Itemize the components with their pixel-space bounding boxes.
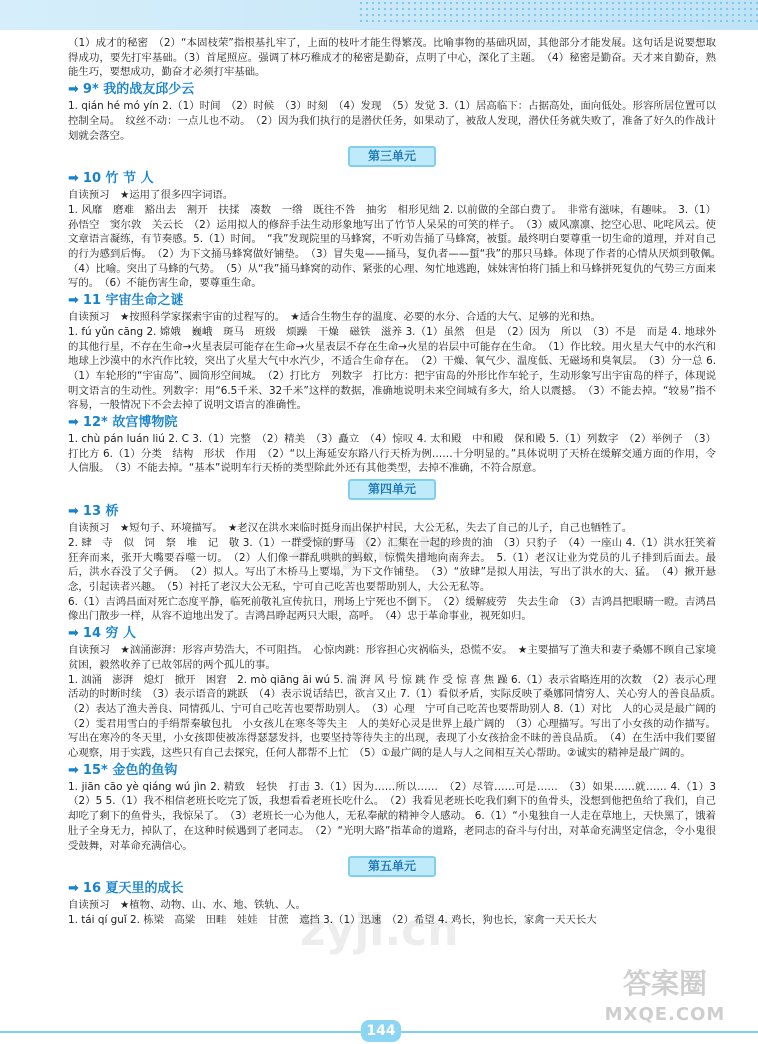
- answer-paragraph: 1. jiān cāo yè qiáng wú jìn 2. 精致 轻快 打击 3.（1）因为……所以…… （2）尽管……可是…… （3）如果……就…… 4.（1）3 （2）5 5.（1）我不相信老班长吃完了饭，我想看看老班长吃什么。 （2）我看见老班长吃我们剩下的鱼骨头，没想到他把鱼给了我们，自己却吃了剩下的鱼骨头，我惊呆了。 （3）老班长一心为他人，无私奉献的精神令人感动。 6.（1）“小鬼独自一人走在草地上，天快黑了，饿着肚子全身无力，掉队了，在这种时候遇到了老同志。 （2）“光明大路”指革命的道路，老同志的奋斗与付出，对革命充满坚定信念，令小鬼很受鼓舞，对革命充满信心。: [68, 780, 727, 852]
- answer-paragraph: 1. 风靡 磨难 豁出去 割开 扶揉 凑数 一绺 既往不咎 抽劣 相形见绌 2. 以前做的全部白费了。 非常有滋味，有趣味。 3.（1）孙悟空 窦尔敦 关云长 （2）运用拟人的修辞手法生动形象地写出了竹节人呆呆的可笑的样子。 （3）威风凛凛、挖空心思、叱咤风云。使文章语言凝练，有节奏感。5.（1）时间。 “我”发现院里的马蜂窝，不听劝告捅了马蜂窝，被蜇。最终明白要尊重一切生命的道理，并对自己的行为感到后悔。 （2）为下文捅马蜂窝做好铺垫。 （3）冒失鬼——捅马，复仇者——蜇“我”的那只马蜂。体现了作者的心情从厌烦到敬佩。 （4）比喻。突出了马蜂的气势。 （5）从“我”捅马蜂窝的动作、紧张的心理、匆忙地逃跑，妹妹害怕将门插上和马蜂拼死复仇的气势三方面来写的。 （6）不能伤害生命，要尊重生命。: [68, 203, 727, 290]
- arrow-icon: ➡: [68, 415, 79, 431]
- arrow-icon: ➡: [68, 171, 79, 187]
- lesson-title: 11 宇宙生命之谜: [82, 293, 184, 309]
- unit-heading: [68, 146, 716, 167]
- lesson-heading: [68, 170, 716, 188]
- lesson-heading: [68, 414, 716, 432]
- answer-paragraph: 6.（1）吉鸿昌面对死亡态度平静，临死前敬礼宣传抗日，刑场上宁死也不倒下。 （2）缓解疲劳 失去生命 （3）吉鸿昌把眼睛一瞪。吉鸿昌像出门散步一样，从容不迫地出发了。吉鸿昌睁起两只大眼，高呼。 （4）忠于革命事业，视死如归。: [68, 595, 716, 623]
- lesson-title: 14 穷 人: [82, 626, 137, 642]
- unit-title: 第五单元: [348, 856, 436, 877]
- lesson-title: 10 竹 节 人: [82, 171, 154, 187]
- lesson-heading: [68, 503, 716, 521]
- page-number: 144: [361, 1020, 401, 1042]
- watermark-1: zyjl.cn: [290, 520, 449, 571]
- unit-heading: [68, 856, 716, 877]
- answer-paragraph: 1. qián hé mó yín 2.（1）时间 （2）时候 （3）时刻 （4）发现 （5）发觉 3.（1）居高临下：占据高处，面向低处。形容所居位置可以控制全局。 纹丝不动：一点儿也不动。 （2）因为我们执行的是潜伏任务，如果动了，被敌人发现，潜伏任务就失败了，准备了好久的作战计划就会落空。: [68, 100, 716, 142]
- page-footer: [0, 1020, 758, 1044]
- arrow-icon: ➡: [68, 504, 79, 520]
- lesson-heading: [68, 81, 716, 99]
- answer-paragraph: 自读预习 ★植物、动物、山、水、地、铁轨、人。: [68, 899, 306, 912]
- lesson-heading: [68, 625, 716, 643]
- logo-line1: 答案圈: [622, 967, 707, 1000]
- watermark-2: zyjl.cn: [300, 905, 459, 956]
- answer-paragraph: 1. tái qí guǐ 2. 栋梁 高粱 田畦 娃娃 甘蔗 遮挡 3.（1）迅速 （2）希望 4. 鸡长，狗也长，家禽一天天长大: [68, 913, 597, 926]
- intro-paragraph: （1）成才的秘密 （2）“本固枝荣”指根基扎牢了，上面的枝叶才能生得繁茂。比喻事物的基础巩固，其他部分才能发展。这句话是说要想取得成功，要先打牢基础。（3）首尾照应。强调了林巧稚成才的秘密是勤奋，点明了中心，深化了主题。 （4）秘密是勤奋。天才来自勤奋，熟能生巧，要想成功，勤奋才必须打牢基础。: [68, 37, 716, 79]
- lesson-title: 16 夏天里的成长: [82, 881, 184, 897]
- arrow-icon: ➡: [68, 82, 79, 98]
- lesson-heading: [68, 292, 716, 310]
- unit-heading: [68, 479, 716, 500]
- unit-title: 第三单元: [348, 146, 436, 167]
- lesson-title: 15* 金色的鱼钩: [82, 762, 178, 778]
- logo-line2: MXQE.COM: [604, 1004, 726, 1025]
- dot-pattern: [358, 0, 758, 22]
- lesson-title: 13 桥: [82, 504, 119, 520]
- arrow-icon: ➡: [68, 762, 79, 778]
- lesson-title: 12* 故宫博物院: [82, 415, 178, 431]
- answer-paragraph: 1. 汹涌 澎湃 熄灯 掀开 困窘 2. mò qiāng āi wú 5. 湍 湃 风 号 惊 跳 作 受 惊 喜 焦 躁 6.（1）表示省略连用的次数 （2）表示心理活动的时断时续 （3）表示语音的跳跃 （4）表示说话结巴，欲言又止 7.（1）看似矛盾，实际反映了桑娜同情穷人、关心穷人的善良品质。 （2）表达了渔夫善良、同情孤儿、宁可自己吃苦也要帮助别人。 （3）心理 宁可自己吃苦也要帮助别人 8.（1）对比 人的心灵是最广阔的 （2）雯君用雪白的手绢帮秦敏包扎 小女孩儿在寒冬等失主 人的美好心灵是世界上最广阔的 （3）心理描写。写出了小女孩的动作描写。写出在寒冷的冬天里，小女孩即使被冻得瑟瑟发抖，也要坚持等待失主的出现，表现了小女孩拾金不昧的善良品质。 （4）在生活中我们要留心观察，用于实践，这些只有自己去探究，任何人都帮不上忙 （5）①最广阔的是人与人之间相互关心帮助。②诚实的精神是最广阔的。: [68, 673, 727, 760]
- answer-paragraph: 自读预习 ★按照科学家探索宇宙的过程写的。 ★适合生物生存的温度、必要的水分、合适的大气、足够的光和热。: [68, 311, 601, 324]
- lesson-heading: [68, 880, 716, 898]
- answer-paragraph: 自读预习 ★运用了很多四字词语。: [68, 189, 234, 202]
- answer-paragraph: 1. chù pán luán liú 2. C 3.（1）完整 （2）精美 （3）矗立 （4）惊叹 4. 太和殿 中和殿 保和殿 5.（1）列数字 （2）举例子 （3）打比方 6.（1）分类 结构 形状 作用 （2）“以上海延安东路八行天桥为例……十分明显的。”具体说明了天桥在缓解交通方面的作用，令人信服。 （3）不能去掉。“基本”说明车行天桥的类型除此外还有其他类型，去掉不准确，不符合原意。: [68, 433, 716, 475]
- unit-title: 第四单元: [348, 479, 436, 500]
- lesson-heading: [68, 762, 716, 780]
- arrow-icon: ➡: [68, 626, 79, 642]
- answer-paragraph: 1. fú yǔn cāng 2. 嫦娥 巍峨 斑马 班级 烦躁 干燥 磁铁 滋养 3.（1）虽然 但是 （2）因为 所以 （3）不是 而是 4. 地球外的其他行星，不存在生命→火星表层可能存在生命→火星表层不存在生命→火星的岩层中可能存在生命。 （1）作比较。用火星大气中的水汽和地球上沙漠中的水汽作比较，突出了火星大气中水汽少，不适合生命存在。 （2）干燥、氧气少、温度低、无磁场和臭氧层。 （3）分一总 6.（1）车轮形的“宇宙岛”、圆筒形空间城。 （2）打比方 列数字 打比方：把宇宙岛的外形比作车轮子，生动形象写出宇宙岛的样子，体现说明文语言的生动性。列数字：用“6.5千米、32千米”这样的数据，准确地说明未来空间城有多大，给人以震撼。 （3）不能去掉。“较易”指不容易，一般情况下不会去掉了说明文语言的准确性。: [68, 325, 716, 412]
- arrow-icon: ➡: [68, 293, 79, 309]
- answer-paragraph: 自读预习 ★短句子、环境描写。 ★老汉在洪水来临时挺身而出保护村民，大公无私，失去了自己的儿子，自己也牺牲了。: [68, 522, 633, 535]
- answer-paragraph: 自读预习 ★汹涌澎湃：形容声势浩大，不可阻挡。 心惊肉跳：形容担心灾祸临头，恐慌不安。 ★主要描写了渔夫和妻子桑娜不顾自己家境贫困，毅然收养了已故邻居的两个孤儿的事。: [68, 644, 716, 671]
- top-decor-band: [0, 0, 758, 30]
- arrow-icon: ➡: [68, 881, 79, 897]
- answer-page: [68, 36, 727, 928]
- answer-paragraph: 2. 肆 寺 似 饲 祭 堆 记 敬 3.（1）一群受惊的野马 （2）汇集在一起的珍贵的油 （3）只豹子 （4）一座山 4.（1）洪水狂笑着狂奔而来，张开大嘴要吞噬一切。 （2）人们像一群乱哄哄的蚂蚁，惊慌失措地向南奔去。 5.（1）老汉让业为党员的儿子排到后面去。最后，洪水吞没了父子俩。 （2）拟人。写出了木桥马上要塌，为下文作铺垫。 （3）“放肆”是拟人用法，写出了洪水的大、猛。 （4）揪开悬念，引起读者兴趣。 （5）衬托了老汉大公无私，宁可自己吃苦也要帮助别人，大公无私等。: [68, 536, 716, 593]
- sections-container: [68, 81, 727, 928]
- lesson-title: 9* 我的战友邱少云: [82, 82, 195, 98]
